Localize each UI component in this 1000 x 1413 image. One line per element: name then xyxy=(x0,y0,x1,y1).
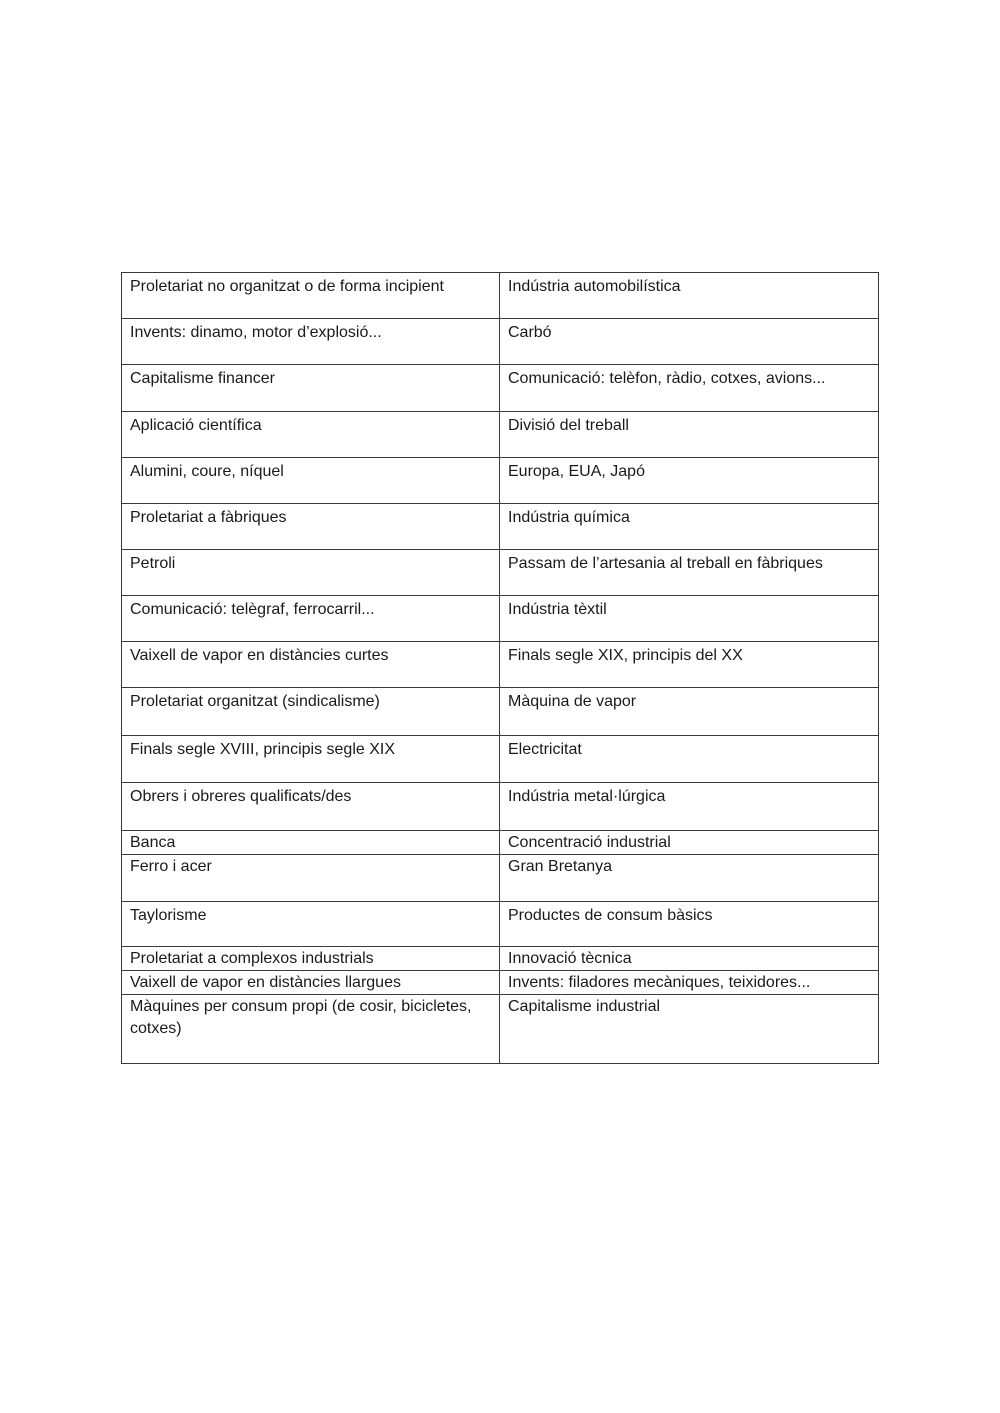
table-cell: Banca xyxy=(122,831,500,855)
table-cell: Indústria automobilística xyxy=(500,273,879,319)
table-cell: Petroli xyxy=(122,550,500,596)
table-row xyxy=(122,642,879,688)
table-row xyxy=(122,596,879,642)
table-cell: Alumini, coure, níquel xyxy=(122,458,500,504)
table-row xyxy=(122,831,879,855)
table-cell: Vaixell de vapor en distàncies llargues xyxy=(122,971,500,995)
table-cell: Ferro i acer xyxy=(122,855,500,902)
table-cell: Europa, EUA, Japó xyxy=(500,458,879,504)
table-cell: Màquines per consum propi (de cosir, bicicletes, cotxes) xyxy=(122,995,500,1064)
table-cell: Finals segle XVIII, principis segle XIX xyxy=(122,736,500,783)
table-row xyxy=(122,855,879,902)
table-cell: Productes de consum bàsics xyxy=(500,902,879,947)
table-cell: Invents: dinamo, motor d’explosió... xyxy=(122,319,500,365)
table-cell: Divisió del treball xyxy=(500,412,879,458)
table-cell: Taylorisme xyxy=(122,902,500,947)
table-cell: Indústria metal·lúrgica xyxy=(500,783,879,831)
table-cell: Passam de l’artesania al treball en fàbriques xyxy=(500,550,879,596)
matching-table xyxy=(121,272,879,1064)
table-row xyxy=(122,504,879,550)
table-cell: Proletariat a complexos industrials xyxy=(122,947,500,971)
table-cell: Comunicació: telèfon, ràdio, cotxes, avions... xyxy=(500,365,879,412)
table-row xyxy=(122,550,879,596)
table-cell: Aplicació científica xyxy=(122,412,500,458)
table-row xyxy=(122,365,879,412)
table-row xyxy=(122,995,879,1064)
table-cell: Innovació tècnica xyxy=(500,947,879,971)
table-row xyxy=(122,273,879,319)
table-cell: Comunicació: telègraf, ferrocarril... xyxy=(122,596,500,642)
table-cell: Proletariat no organitzat o de forma incipient xyxy=(122,273,500,319)
table-row xyxy=(122,688,879,736)
table-row xyxy=(122,947,879,971)
table-cell: Carbó xyxy=(500,319,879,365)
table-row xyxy=(122,412,879,458)
table-row xyxy=(122,971,879,995)
table-cell: Indústria química xyxy=(500,504,879,550)
table-cell: Capitalisme financer xyxy=(122,365,500,412)
table-cell: Capitalisme industrial xyxy=(500,995,879,1064)
table-row xyxy=(122,458,879,504)
table-row xyxy=(122,902,879,947)
table-row xyxy=(122,783,879,831)
table-cell: Màquina de vapor xyxy=(500,688,879,736)
table-cell: Invents: filadores mecàniques, teixidores... xyxy=(500,971,879,995)
table-cell: Proletariat a fàbriques xyxy=(122,504,500,550)
table-cell: Indústria tèxtil xyxy=(500,596,879,642)
table-row xyxy=(122,319,879,365)
table-row xyxy=(122,736,879,783)
table-body xyxy=(122,273,879,1064)
table-cell: Proletariat organitzat (sindicalisme) xyxy=(122,688,500,736)
table-cell: Electricitat xyxy=(500,736,879,783)
table-cell: Vaixell de vapor en distàncies curtes xyxy=(122,642,500,688)
table-cell: Concentració industrial xyxy=(500,831,879,855)
table-cell: Gran Bretanya xyxy=(500,855,879,902)
table-cell: Finals segle XIX, principis del XX xyxy=(500,642,879,688)
table-cell: Obrers i obreres qualificats/des xyxy=(122,783,500,831)
